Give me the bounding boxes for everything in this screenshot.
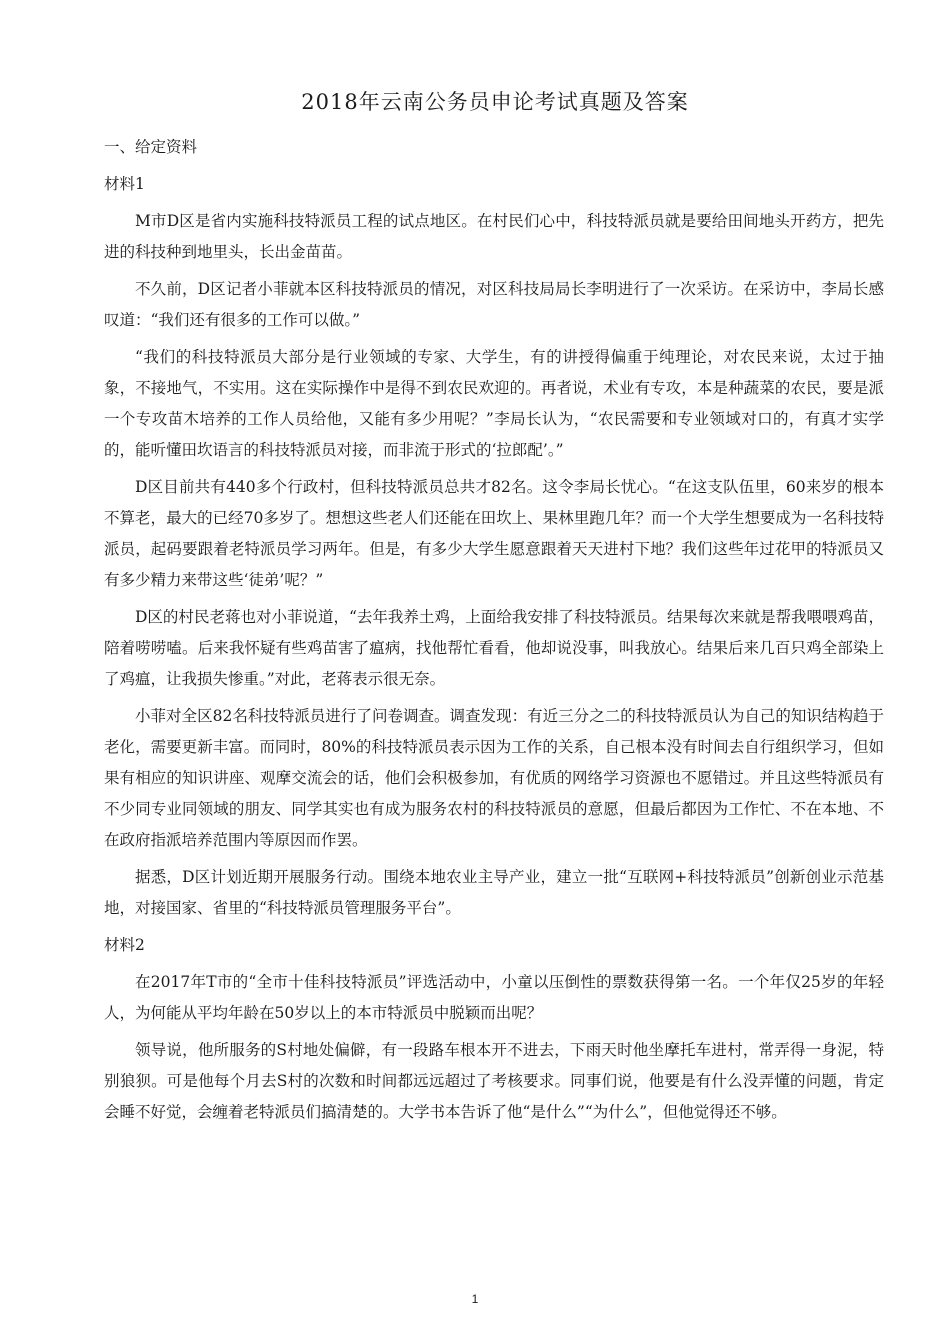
document-title: 2018年云南公务员申论考试真题及答案 <box>301 90 689 114</box>
paragraph: 据悉，D区计划近期开展服务行动。围绕本地农业主导产业，建立一批“互联网+科技特派员”创新创业示范基地，对接国家、省里的“科技特派员管理服务平台”。 <box>104 868 884 917</box>
paragraph: “我们的科技特派员大部分是行业领域的专家、大学生，有的讲授得偏重于纯理论，对农民来说，太过于抽象，不接地气，不实用。这在实际操作中是得不到农民欢迎的。再者说，术业有专攻，本是种蔬菜的农民，要是派一个专攻苗木培养的工作人员给他，又能有多少用呢？”李局长认为，“农民需要和专业领域对口的，有真才实学的，能听懂田坎语言的科技特派员对接，而非流于形式的‘拉郎配’。” <box>104 348 884 459</box>
document-body <box>104 132 884 1134</box>
material-2-label: 材料2 <box>104 936 145 954</box>
paragraph: D区的村民老蒋也对小菲说道，“去年我养土鸡，上面给我安排了科技特派员。结果每次来就是帮我喂喂鸡苗，陪着唠唠嗑。后来我怀疑有些鸡苗害了瘟病，找他帮忙看看，他却说没事，叫我放心。结果后来几百只鸡全部染上了鸡瘟，让我损失惨重。”对此，老蒋表示很无奈。 <box>104 608 884 688</box>
section-heading: 一、给定资料 <box>104 138 198 156</box>
paragraph: M市D区是省内实施科技特派员工程的试点地区。在村民们心中，科技特派员就是要给田间地头开药方，把先进的科技种到地里头，长出金苗苗。 <box>104 212 884 261</box>
paragraph: 小菲对全区82名科技特派员进行了问卷调查。调查发现：有近三分之二的科技特派员认为自己的知识结构趋于老化，需要更新丰富。而同时，80%的科技特派员表示因为工作的关系，自己根本没有时间去自行组织学习，但如果有相应的知识讲座、观摩交流会的话，他们会积极参加，有优质的网络学习资源也不愿错过。并且这些特派员有不少同专业同领域的朋友、同学其实也有成为服务农村的科技特派员的意愿，但最后都因为工作忙、不在本地、不在政府指派培养范围内等原因而作罢。 <box>104 707 884 849</box>
paragraph: 领导说，他所服务的S村地处偏僻，有一段路车根本开不进去，下雨天时他坐摩托车进村，常弄得一身泥，特别狼狈。可是他每个月去S村的次数和时间都远远超过了考核要求。同事们说，他要是有什么没弄懂的问题，肯定会睡不好觉，会缠着老特派员们搞清楚的。大学书本告诉了他“是什么”“为什么”，但他觉得还不够。 <box>104 1041 884 1121</box>
paragraph: D区目前共有440多个行政村，但科技特派员总共才82名。这令李局长忧心。“在这支队伍里，60来岁的根本不算老，最大的已经70多岁了。想想这些老人们还能在田坎上、果林里跑几年？而一个大学生想要成为一名科技特派员，起码要跟着老特派员学习两年。但是，有多少大学生愿意跟着天天进村下地？我们这些年过花甲的特派员又有多少精力来带这些‘徒弟’呢？” <box>104 478 884 589</box>
paragraph: 在2017年T市的“全市十佳科技特派员”评选活动中，小童以压倒性的票数获得第一名。一个年仅25岁的年轻人，为何能从平均年龄在50岁以上的本市特派员中脱颖而出呢？ <box>104 973 884 1022</box>
material-1-label: 材料1 <box>104 175 145 193</box>
page-number: 1 <box>471 1292 479 1306</box>
paragraph: 不久前，D区记者小菲就本区科技特派员的情况，对区科技局局长李明进行了一次采访。在采访中，李局长感叹道：“我们还有很多的工作可以做。” <box>104 280 884 329</box>
